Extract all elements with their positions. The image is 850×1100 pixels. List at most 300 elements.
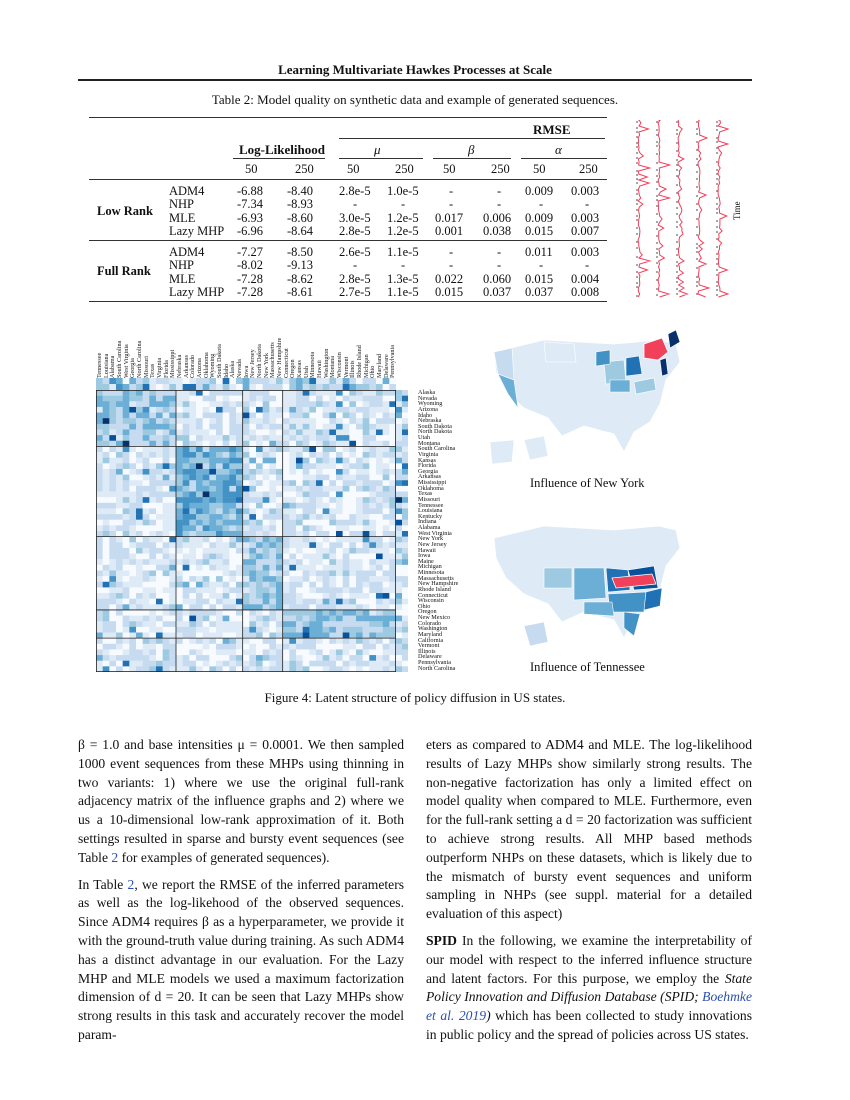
heatmap-cell — [376, 649, 383, 655]
heatmap-cell — [283, 508, 290, 514]
heatmap-cell — [269, 570, 276, 576]
heatmap-cell — [183, 458, 190, 464]
heatmap-cell — [216, 633, 223, 639]
heatmap-cell — [283, 661, 290, 667]
heatmap-cell — [276, 396, 283, 402]
heatmap-cell — [249, 610, 256, 616]
heatmap-cell — [116, 542, 123, 548]
heatmap-cell — [116, 508, 123, 514]
heatmap-cell — [209, 390, 216, 396]
heatmap-cell — [183, 486, 190, 492]
heatmap-cell — [269, 463, 276, 469]
heatmap-cell — [109, 475, 116, 481]
heatmap-cell — [176, 407, 183, 413]
heatmap-cell — [156, 480, 163, 486]
heatmap-cell — [263, 520, 270, 526]
heatmap-matrix — [96, 390, 396, 672]
heatmap-cell — [156, 610, 163, 616]
heatmap-cell — [349, 475, 356, 481]
heatmap-cell — [176, 593, 183, 599]
heatmap-cell — [276, 475, 283, 481]
column-state-label: North Dakota — [256, 344, 263, 378]
heatmap-cell — [296, 531, 303, 537]
heatmap-cell — [269, 396, 276, 402]
heatmap-cell — [216, 542, 223, 548]
heatmap-cell — [196, 446, 203, 452]
heatmap-cell — [156, 497, 163, 503]
heatmap-cell — [136, 610, 143, 616]
heatmap-cell — [343, 424, 350, 430]
table-cell: -8.02 — [237, 258, 264, 273]
heatmap-cell — [216, 441, 223, 447]
heatmap-cell — [196, 661, 203, 667]
heatmap-cell — [149, 599, 156, 605]
heatmap-cell — [263, 486, 270, 492]
heatmap-cell — [236, 542, 243, 548]
heatmap-cell — [149, 480, 156, 486]
heatmap-cell — [343, 604, 350, 610]
heatmap-cell — [276, 520, 283, 526]
heatmap-cell — [303, 525, 310, 531]
heatmap-cell — [263, 424, 270, 430]
heatmap-cell — [363, 497, 370, 503]
heatmap-cell — [143, 633, 150, 639]
strip-cell — [323, 378, 330, 384]
heatmap-cell — [369, 666, 376, 672]
heatmap-cell — [149, 633, 156, 639]
heatmap-cell — [223, 604, 230, 610]
heatmap-cell — [156, 649, 163, 655]
heatmap-cell — [183, 621, 190, 627]
heatmap-cell — [349, 565, 356, 571]
heatmap-cell — [343, 531, 350, 537]
heatmap-cell — [276, 599, 283, 605]
heatmap-cell — [263, 627, 270, 633]
row-state-label: New Mexico — [418, 614, 451, 621]
heatmap-cell — [383, 604, 390, 610]
heatmap-cell — [163, 424, 170, 430]
heatmap-cell — [329, 503, 336, 509]
heatmap-cell — [169, 396, 176, 402]
heatmap-cell — [323, 616, 330, 622]
heatmap-cell — [223, 469, 230, 475]
heatmap-cell — [383, 469, 390, 475]
column-state-label: Nebraska — [176, 354, 183, 378]
heatmap-cell — [176, 666, 183, 672]
heatmap-cell — [189, 565, 196, 571]
heatmap-cell — [356, 570, 363, 576]
heatmap-cell — [96, 531, 103, 537]
heatmap-cell — [183, 503, 190, 509]
heatmap-cell — [276, 610, 283, 616]
heatmap-cell — [143, 661, 150, 667]
table-model-name: NHP — [169, 258, 195, 273]
heatmap-cell — [236, 475, 243, 481]
table-cell: - — [449, 184, 454, 198]
heatmap-cell — [136, 582, 143, 588]
heatmap-cell — [116, 666, 123, 672]
heatmap-cell — [123, 475, 130, 481]
column-state-label: Vermont — [342, 356, 350, 378]
heatmap-cell — [196, 655, 203, 661]
heatmap-cell — [309, 503, 316, 509]
table-cell: - — [497, 258, 502, 273]
heatmap-cell — [263, 452, 270, 458]
heatmap-cell — [143, 486, 150, 492]
heatmap-cell — [336, 418, 343, 424]
heatmap-cell — [96, 655, 103, 661]
heatmap-cell — [129, 666, 136, 672]
heatmap-cell — [243, 508, 250, 514]
subheader-cell: 250 — [395, 162, 414, 176]
heatmap-cell — [143, 627, 150, 633]
heatmap-cell — [96, 666, 103, 672]
heatmap-cell — [383, 463, 390, 469]
table-2-link-2[interactable]: 2 — [127, 876, 135, 892]
sequence-plot — [628, 120, 738, 298]
row-state-label: New York — [418, 535, 444, 543]
heatmap-cell — [289, 475, 296, 481]
heatmap-cell — [156, 604, 163, 610]
heatmap-cell — [309, 486, 316, 492]
heatmap-cell — [243, 531, 250, 537]
map-new-york-label: Influence of New York — [530, 476, 645, 490]
heatmap-cell — [309, 458, 316, 464]
strip-cell — [402, 475, 408, 481]
heatmap-cell — [189, 570, 196, 576]
heatmap-cell — [349, 469, 356, 475]
left-column — [78, 736, 404, 1053]
heatmap-cell — [176, 638, 183, 644]
heatmap-cell — [129, 587, 136, 593]
heatmap-cell — [196, 633, 203, 639]
heatmap-cell — [343, 503, 350, 509]
heatmap-cell — [96, 458, 103, 464]
boehmke-citation-link[interactable]: Boehmke et al. 2019 — [426, 989, 752, 1024]
heatmap-cell — [96, 604, 103, 610]
table-2-link[interactable]: 2 — [111, 849, 119, 865]
table-cell: 0.001 — [435, 223, 464, 238]
heatmap-cell — [356, 458, 363, 464]
strip-cell — [203, 378, 210, 384]
heatmap-cell — [209, 503, 216, 509]
heatmap-cell — [109, 649, 116, 655]
strip-cell — [402, 508, 408, 514]
heatmap-cell — [349, 593, 356, 599]
heatmap-cell — [263, 441, 270, 447]
heatmap-cell — [136, 570, 143, 576]
heatmap-cell — [376, 570, 383, 576]
heatmap-cell — [183, 548, 190, 554]
heatmap-cell — [316, 446, 323, 452]
heatmap-cell — [376, 503, 383, 509]
heatmap-cell — [256, 396, 263, 402]
heatmap-cell — [303, 497, 310, 503]
heatmap-cell — [383, 576, 390, 582]
heatmap-cell — [243, 610, 250, 616]
heatmap-cell — [103, 633, 110, 639]
heatmap-cell — [136, 475, 143, 481]
heatmap-cell — [103, 649, 110, 655]
heatmap-cell — [349, 616, 356, 622]
heatmap-cell — [169, 644, 176, 650]
heatmap-cell — [149, 531, 156, 537]
heatmap-cell — [203, 407, 210, 413]
heatmap-cell — [123, 531, 130, 537]
heatmap-cell — [123, 525, 130, 531]
heatmap-cell — [109, 497, 116, 503]
table-cell: - — [497, 184, 502, 198]
heatmap-cell — [209, 554, 216, 560]
strip-cell — [129, 378, 136, 384]
heatmap-cell — [249, 514, 256, 520]
heatmap-cell — [223, 458, 230, 464]
heatmap-cell — [376, 458, 383, 464]
heatmap-cell — [329, 554, 336, 560]
heatmap-cell — [136, 503, 143, 509]
heatmap-cell — [156, 621, 163, 627]
heatmap-cell — [209, 604, 216, 610]
heatmap-cell — [109, 390, 116, 396]
heatmap-cell — [383, 401, 390, 407]
heatmap-cell — [269, 508, 276, 514]
heatmap-cell — [329, 486, 336, 492]
heatmap-cell — [336, 396, 343, 402]
heatmap-cell — [163, 435, 170, 441]
heatmap-cell — [303, 480, 310, 486]
heatmap-cell — [289, 446, 296, 452]
heatmap-cell — [356, 446, 363, 452]
subheader-cell: 250 — [579, 162, 598, 176]
heatmap-cell — [116, 469, 123, 475]
heatmap-cell — [169, 582, 176, 588]
heatmap-cell — [309, 508, 316, 514]
heatmap-cell — [336, 621, 343, 627]
heatmap-cell — [309, 604, 316, 610]
strip-cell — [216, 378, 223, 384]
heatmap-cell — [269, 610, 276, 616]
heatmap-cell — [163, 570, 170, 576]
heatmap-cell — [276, 638, 283, 644]
heatmap-cell — [376, 390, 383, 396]
heatmap-cell — [323, 649, 330, 655]
heatmap-cell — [189, 644, 196, 650]
heatmap-cell — [296, 554, 303, 560]
heatmap-cell — [229, 531, 236, 537]
heatmap-cell — [209, 480, 216, 486]
heatmap-cell — [323, 475, 330, 481]
heatmap-cell — [249, 508, 256, 514]
heatmap-cell — [369, 486, 376, 492]
heatmap-cell — [183, 633, 190, 639]
heatmap-cell — [289, 531, 296, 537]
heatmap-cell — [296, 610, 303, 616]
heatmap-cell — [189, 638, 196, 644]
heatmap-cell — [383, 435, 390, 441]
heatmap-cell — [349, 537, 356, 543]
heatmap-cell — [149, 446, 156, 452]
heatmap-cell — [183, 508, 190, 514]
heatmap-cell — [203, 610, 210, 616]
heatmap-cell — [383, 554, 390, 560]
heatmap-cell — [209, 633, 216, 639]
heatmap-cell — [383, 649, 390, 655]
table-cell: 0.009 — [525, 184, 554, 198]
heatmap-cell — [269, 655, 276, 661]
heatmap-cell — [129, 486, 136, 492]
heatmap-cell — [203, 542, 210, 548]
heatmap-cell — [289, 396, 296, 402]
heatmap-cell — [223, 616, 230, 622]
heatmap-cell — [283, 525, 290, 531]
heatmap-cell — [109, 407, 116, 413]
heatmap-cell — [336, 452, 343, 458]
column-state-label: Idaho — [222, 363, 230, 378]
heatmap-cell — [163, 616, 170, 622]
heatmap-cell — [209, 418, 216, 424]
heatmap-cell — [223, 418, 230, 424]
heatmap-cell — [323, 418, 330, 424]
heatmap-cell — [176, 486, 183, 492]
heatmap-cell — [216, 508, 223, 514]
heatmap-cell — [349, 418, 356, 424]
heatmap-cell — [189, 441, 196, 447]
heatmap-cell — [129, 604, 136, 610]
heatmap-cell — [263, 570, 270, 576]
heatmap-cell — [123, 559, 130, 565]
heatmap-cell — [216, 497, 223, 503]
heatmap-cell — [116, 621, 123, 627]
heatmap-cell — [289, 661, 296, 667]
row-state-label: New Hampshire — [418, 580, 459, 588]
heatmap-cell — [309, 407, 316, 413]
heatmap-cell — [249, 616, 256, 622]
heatmap-cell — [303, 537, 310, 543]
strip-cell — [396, 463, 402, 469]
heatmap-cell — [309, 587, 316, 593]
heatmap-cell — [176, 463, 183, 469]
heatmap-cell — [376, 413, 383, 419]
heatmap-cell — [209, 548, 216, 554]
heatmap-cell — [163, 486, 170, 492]
running-header: Learning Multivariate Hawkes Processes at Scale — [278, 62, 552, 77]
heatmap-cell — [176, 570, 183, 576]
heatmap-cell — [323, 480, 330, 486]
heatmap-cell — [323, 452, 330, 458]
strip-cell — [149, 378, 156, 384]
heatmap-cell — [316, 576, 323, 582]
heatmap-cell — [336, 514, 343, 520]
heatmap-cell — [269, 531, 276, 537]
heatmap-cell — [269, 593, 276, 599]
heatmap-cell — [116, 525, 123, 531]
heatmap-cell — [109, 469, 116, 475]
heatmap-cell — [303, 661, 310, 667]
heatmap-cell — [376, 486, 383, 492]
heatmap-cell — [216, 407, 223, 413]
heatmap-cell — [103, 418, 110, 424]
heatmap-cell — [349, 599, 356, 605]
heatmap-cell — [323, 582, 330, 588]
heatmap-cell — [169, 666, 176, 672]
heatmap-cell — [256, 627, 263, 633]
spid-heading: SPID — [426, 932, 457, 948]
table-cell: 0.008 — [571, 284, 600, 299]
heatmap-cell — [169, 604, 176, 610]
heatmap-cell — [303, 492, 310, 498]
table-model-name: ADM4 — [169, 184, 205, 198]
heatmap-cell — [189, 407, 196, 413]
strip-cell — [396, 666, 402, 672]
strip-cell — [396, 655, 402, 661]
heatmap-cell — [209, 525, 216, 531]
heatmap-cell — [303, 570, 310, 576]
heatmap-cell — [169, 610, 176, 616]
heatmap-cell — [369, 570, 376, 576]
heatmap-cell — [229, 610, 236, 616]
heatmap-cell — [329, 616, 336, 622]
heatmap-cell — [296, 396, 303, 402]
heatmap-cell — [123, 627, 130, 633]
heatmap-cell — [296, 469, 303, 475]
heatmap-cell — [356, 661, 363, 667]
heatmap-cell — [163, 621, 170, 627]
heatmap-cell — [109, 435, 116, 441]
heatmap-cell — [349, 570, 356, 576]
heatmap-cell — [289, 486, 296, 492]
heatmap-cell — [283, 390, 290, 396]
heatmap-cell — [229, 435, 236, 441]
heatmap-cell — [243, 475, 250, 481]
heatmap-cell — [209, 441, 216, 447]
heatmap-cell — [263, 638, 270, 644]
heatmap-cell — [376, 582, 383, 588]
strip-cell — [396, 638, 402, 644]
heatmap-cell — [123, 469, 130, 475]
heatmap-cell — [316, 548, 323, 554]
heatmap-cell — [149, 429, 156, 435]
strip-cell — [402, 520, 408, 526]
strip-cell — [402, 418, 408, 424]
heatmap-cell — [183, 649, 190, 655]
heatmap-cell — [189, 655, 196, 661]
heatmap-cell — [336, 469, 343, 475]
heatmap-cell — [203, 593, 210, 599]
heatmap-cell — [109, 537, 116, 543]
heatmap-cell — [343, 576, 350, 582]
heatmap-cell — [176, 531, 183, 537]
heatmap-cell — [249, 548, 256, 554]
heatmap-cell — [303, 610, 310, 616]
heatmap-cell — [183, 582, 190, 588]
heatmap-cell — [109, 610, 116, 616]
heatmap-cell — [136, 638, 143, 644]
heatmap-cell — [269, 644, 276, 650]
column-state-label: Colorado — [189, 354, 196, 378]
row-state-label: Pennsylvania — [418, 659, 451, 666]
heatmap-cell — [136, 492, 143, 498]
heatmap-cell — [196, 610, 203, 616]
heatmap-cell — [376, 418, 383, 424]
heatmap-cell — [136, 627, 143, 633]
heatmap-cell — [329, 429, 336, 435]
strip-cell — [402, 661, 408, 667]
heatmap-cell — [149, 570, 156, 576]
heatmap-cell — [169, 548, 176, 554]
heatmap-cell — [283, 655, 290, 661]
heatmap-cell — [183, 593, 190, 599]
heatmap-cell — [383, 587, 390, 593]
